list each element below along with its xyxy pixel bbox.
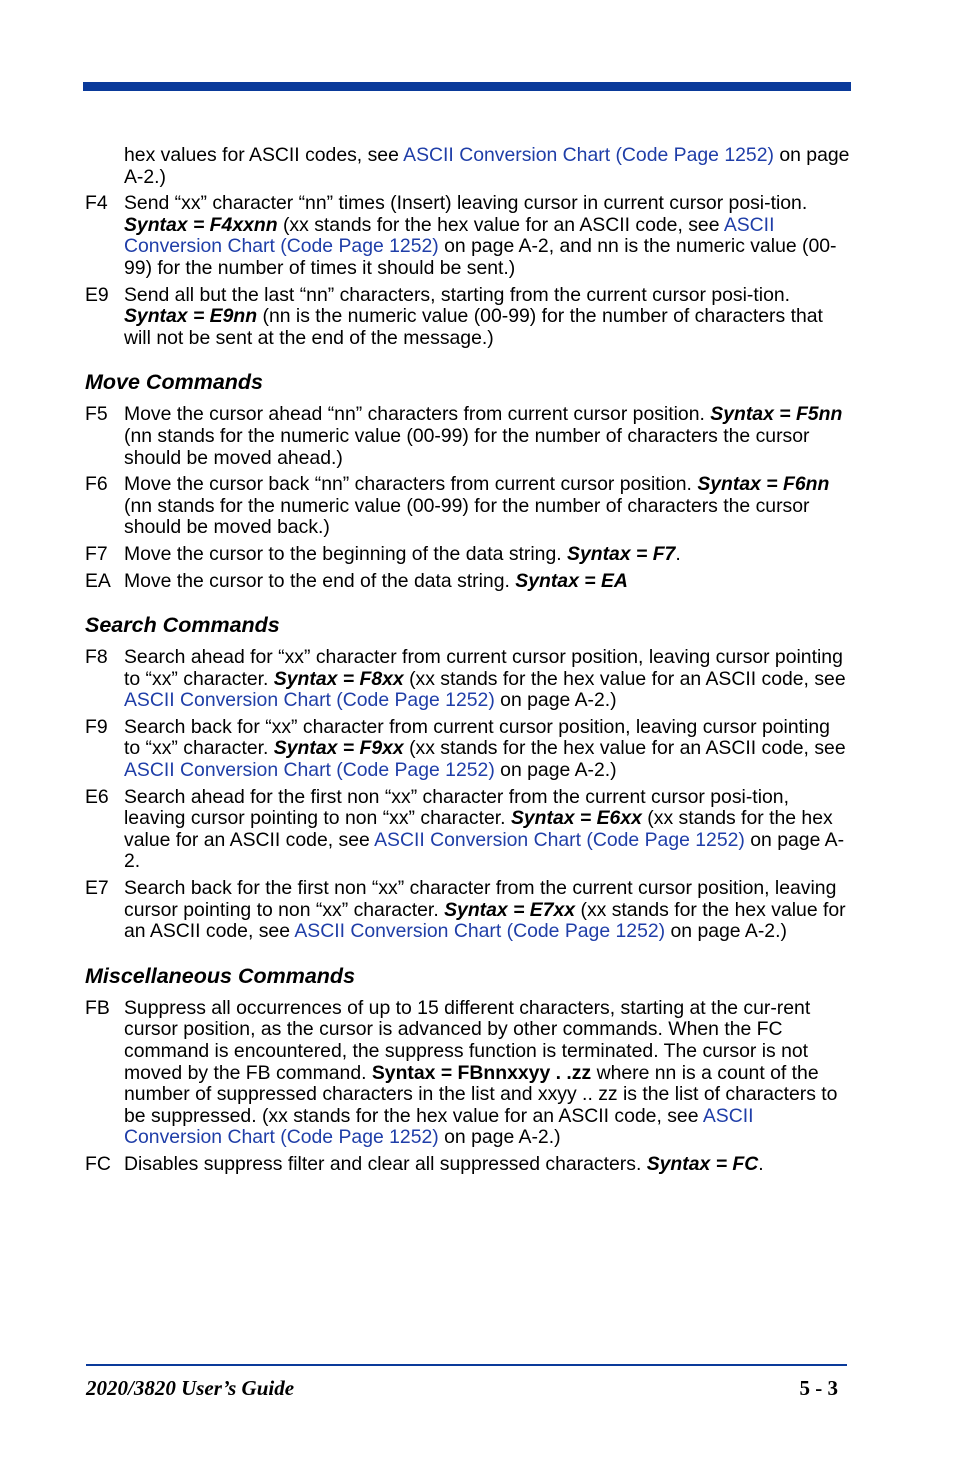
- command-e7: [85, 878, 850, 943]
- command-fc: [85, 1154, 850, 1176]
- command-code: EA: [85, 569, 111, 592]
- command-description: Search ahead for the first non “xx” character from the current cursor posi-tion, leaving cursor pointing to non “xx” character. Syntax = E6xx (xx stands for the hex value for an ASCII code, see ASCII Conversion Chart (Code Page 1252) on page A-2.: [124, 785, 845, 873]
- syntax: Syntax = E6xx: [510, 807, 642, 830]
- command-code: E9: [85, 283, 109, 306]
- command-code: E7: [85, 877, 109, 900]
- text: on page A-2.): [124, 144, 850, 188]
- command-e9: [85, 285, 850, 350]
- continued-paragraph: [85, 145, 850, 188]
- command-description: Suppress all occurrences of up to 15 different characters, starting at the cur-rent cursor position, as the cursor is advanced by other commands. When the FC command is encountered, the suppress function is terminated. The cursor is not moved by the FB command. Syntax = FBnnxxyy . .zz where nn is a count of the number of suppressed characters in the list and xxyy .. zz is the list of characters to be suppressed. (xx stands for the hex value for an ASCII code, see ASCII Conversion Chart (Code Page 1252) on page A-2.): [124, 996, 838, 1149]
- command-e6: [85, 787, 850, 873]
- command-description: Move the cursor ahead “nn” characters from current cursor position. Syntax = F5nn (nn stands for the numeric value (00-99) for the number of characters the cursor should be moved ahead.): [124, 403, 843, 469]
- page-content: [85, 145, 850, 1181]
- header-rule: [83, 82, 851, 91]
- footer-page-number: 5 - 3: [799, 1376, 838, 1400]
- command-description: Send all but the last “nn” characters, starting from the current cursor posi-tion. Syntax = E9nn (nn is the numeric value (00-99) for the number of characters that will not be sent at the end of the message.): [124, 283, 823, 349]
- syntax: Syntax = F4xxnn: [124, 213, 278, 236]
- syntax: Syntax = F5nn: [710, 403, 843, 426]
- command-fb: [85, 998, 850, 1149]
- command-description: Search back for “xx” character from current cursor position, leaving cursor pointing to “xx” character. Syntax = F9xx (xx stands for the hex value for an ASCII code, see ASCII Conversion Chart (Code Page 1252) on page A-2.): [124, 715, 846, 782]
- command-description: Move the cursor to the beginning of the data string. Syntax = F7.: [124, 542, 681, 565]
- command-ea: [85, 571, 850, 593]
- section-heading-search: Search Commands: [85, 613, 280, 638]
- section-heading-misc: Miscellaneous Commands: [85, 963, 356, 988]
- footer-rule: [86, 1364, 847, 1366]
- ascii-chart-link[interactable]: ASCII Conversion Chart (Code Page 1252): [374, 828, 745, 851]
- command-code: F8: [85, 646, 108, 669]
- command-code: FB: [85, 996, 110, 1019]
- syntax: Syntax = FBnnxxyy . .zz: [371, 1061, 592, 1084]
- command-description: Search back for the first non “xx” character from the current cursor position, leaving cursor pointing to non “xx” character. Syntax = E7xx (xx stands for the hex value for an ASCII code, see ASCII Conversion Chart (Code Page 1252) on page A-2.): [124, 877, 846, 943]
- ascii-chart-link[interactable]: ASCII Conversion Chart (Code Page 1252): [124, 1104, 754, 1149]
- ascii-chart-link[interactable]: ASCII Conversion Chart (Code Page 1252): [124, 759, 495, 782]
- command-f4: [85, 193, 850, 279]
- command-description: Move the cursor back “nn” characters from current cursor position. Syntax = F6nn (nn stands for the numeric value (00-99) for the number of characters the cursor should be moved back.): [124, 473, 830, 539]
- command-code: F6: [85, 473, 108, 496]
- ascii-chart-link[interactable]: ASCII Conversion Chart (Code Page 1252): [294, 920, 666, 943]
- ascii-chart-link[interactable]: ASCII Conversion Chart (Code Page 1252): [124, 689, 495, 712]
- footer-guide-title: 2020/3820 User’s Guide: [86, 1376, 295, 1400]
- command-f7: [85, 544, 850, 566]
- syntax: Syntax = F9xx: [273, 737, 404, 760]
- command-code: F9: [85, 715, 108, 738]
- command-code: FC: [85, 1152, 111, 1175]
- command-description: Send “xx” character “nn” times (Insert) leaving cursor in current cursor posi-tion. Syntax = F4xxnn (xx stands for the hex value for an ASCII code, see ASCII Conversion Chart (Code Page 1252) on page A-2, and nn is the numeric value (00-99) for the number of times it should be sent.): [124, 192, 837, 279]
- command-code: F7: [85, 542, 108, 565]
- section-heading-move: Move Commands: [85, 370, 264, 395]
- text: hex values for ASCII codes, see: [124, 144, 404, 166]
- syntax: Syntax = E9nn: [124, 305, 258, 328]
- command-f8: [85, 647, 850, 712]
- command-f9: [85, 717, 850, 782]
- command-code: F4: [85, 192, 108, 215]
- ascii-chart-link[interactable]: ASCII Conversion Chart (Code Page 1252): [124, 213, 775, 258]
- command-description: Disables suppress filter and clear all suppressed characters. Syntax = FC.: [124, 1152, 764, 1175]
- command-code: F5: [85, 403, 108, 426]
- syntax: Syntax = F6nn: [697, 473, 830, 496]
- syntax: Syntax = E7xx: [444, 898, 576, 921]
- command-description: Move the cursor to the end of the data string. Syntax = EA: [124, 569, 628, 592]
- command-code: E6: [85, 785, 109, 808]
- command-description: Search ahead for “xx” character from current cursor position, leaving cursor pointing to “xx” character. Syntax = F8xx (xx stands for the hex value for an ASCII code, see ASCII Conversion Chart (Code Page 1252) on page A-2.): [124, 646, 846, 712]
- syntax: Syntax = F7: [567, 542, 676, 565]
- command-f6: [85, 474, 850, 539]
- syntax: Syntax = FC: [646, 1152, 759, 1175]
- syntax: Syntax = EA: [515, 569, 628, 592]
- ascii-chart-link[interactable]: ASCII Conversion Chart (Code Page 1252): [403, 144, 774, 166]
- command-f5: [85, 404, 850, 469]
- syntax: Syntax = F8xx: [273, 667, 404, 690]
